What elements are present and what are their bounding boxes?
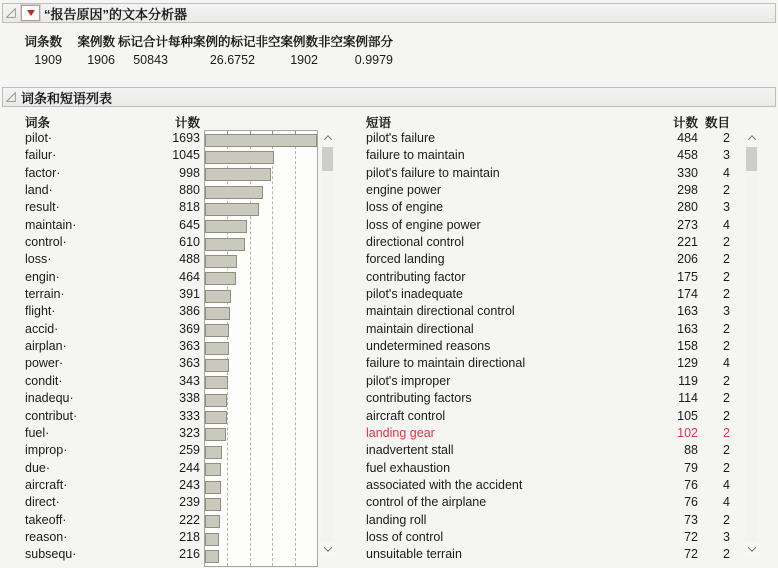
term-count: 998 [179,165,200,180]
phrase-text: loss of engine power [366,217,481,232]
phrase-num: 2 [723,235,730,250]
report-title: “报告原因”的文本分析器 [44,6,188,22]
phrase-row[interactable] [0,390,778,407]
phrase-row[interactable] [0,529,778,546]
phrase-count: 72 [684,529,698,544]
phrase-text: inadvertent stall [366,443,454,458]
phrase-num: 2 [723,252,730,267]
phrase-count: 163 [677,321,698,336]
term-text: flight· [25,304,56,319]
term-text: factor· [25,165,61,180]
phrase-row[interactable] [0,251,778,268]
phrase-count: 458 [677,148,698,163]
phrase-num: 3 [723,200,730,215]
phrase-text: associated with the accident [366,477,523,492]
phrase-num: 3 [723,148,730,163]
red-triangle-menu-button[interactable] [21,5,40,21]
scroll-up-button[interactable] [745,131,758,144]
phrase-row[interactable] [0,321,778,338]
chevron-down-icon [747,543,755,551]
phrase-row[interactable] [0,286,778,303]
phrase-text: pilot's failure to maintain [366,165,500,180]
scroll-down-button[interactable] [321,542,334,555]
phrase-num: 3 [723,529,730,544]
phrase-count: 175 [677,269,698,284]
term-text: power· [25,356,64,371]
term-text: accid· [25,321,59,336]
term-count: 1045 [172,148,200,163]
phrase-num: 4 [723,477,730,492]
phrase-row[interactable] [0,355,778,372]
stat-value: 50843 [133,53,168,67]
phrase-row[interactable] [0,182,778,199]
phrase-text: contributing factors [366,391,472,406]
term-count: 1693 [172,131,200,145]
phrase-count: 79 [684,460,698,475]
stat-label: 标记合计 [117,35,168,49]
phrase-num: 2 [723,131,730,145]
phrase-count: 88 [684,443,698,458]
summary-stat [62,34,115,68]
term-text: aircraft· [25,477,68,492]
red-triangle-icon [27,10,35,16]
stat-value: 1902 [290,53,318,67]
phrase-row[interactable] [0,408,778,425]
term-text: terrain· [25,287,65,302]
phrase-row[interactable] [0,130,778,147]
phrase-row[interactable] [0,546,778,563]
term-count: 323 [179,425,200,440]
term-text: loss· [25,252,52,267]
term-text: takeoff· [25,512,67,527]
summary-stats [0,34,393,68]
term-text: direct· [25,495,60,510]
term-count: 216 [179,547,200,562]
term-count: 244 [179,460,200,475]
term-text: condit· [25,373,63,388]
phrase-row[interactable] [0,147,778,164]
phrase-text: loss of engine [366,200,444,215]
term-count: 243 [179,477,200,492]
phrase-num: 4 [723,356,730,371]
summary-stat [318,34,393,68]
phrase-count: 221 [677,235,698,250]
term-text: land· [25,183,53,198]
phrase-text: aircraft control [366,408,446,423]
phrase-count: 280 [677,200,698,215]
phrase-count: 73 [684,512,698,527]
term-count: 218 [179,529,200,544]
phrase-row[interactable] [0,512,778,529]
phrase-row[interactable] [0,494,778,511]
stat-value: 26.6752 [209,53,255,67]
phrase-num: 2 [723,460,730,475]
terms-scrollbar[interactable] [321,131,334,555]
phrase-count: 76 [684,477,698,492]
term-count: 386 [179,304,200,319]
term-text: result· [25,200,60,215]
phrases-num-column-header: 数目 [704,116,730,130]
phrase-count: 129 [677,356,698,371]
term-count: 338 [179,391,200,406]
term-count: 333 [179,408,200,423]
phrase-text: failure to maintain [366,148,465,163]
phrase-text: landing gear [366,425,435,440]
phrase-text: unsuitable terrain [366,547,462,562]
phrases-column-header: 短语 [366,116,392,130]
phrases-count-column-header: 计数 [672,116,698,130]
stat-label: 每种案例的标记 [168,35,256,49]
phrase-num: 2 [723,391,730,406]
phrase-text: pilot's failure [366,131,436,145]
term-text: failur· [25,148,57,163]
list-section-header [2,87,776,107]
phrase-text: maintain directional [366,321,474,336]
term-count: 610 [179,235,200,250]
phrase-text: engine power [366,183,442,198]
term-text: pilot· [25,131,53,145]
phrase-count: 273 [677,217,698,232]
phrase-count: 102 [677,425,698,440]
scrollbar-thumb[interactable] [322,147,333,171]
phrase-count: 174 [677,287,698,302]
term-text: contribut· [25,408,78,423]
phrases-list [0,130,778,564]
phrase-row[interactable] [0,165,778,182]
disclosure-open-icon[interactable] [5,91,17,103]
phrase-text: pilot's improper [366,373,451,388]
term-count: 222 [179,512,200,527]
phrase-row[interactable] [0,373,778,390]
phrase-text: fuel exhaustion [366,460,451,475]
term-text: improp· [25,443,68,458]
phrase-num: 4 [723,495,730,510]
chevron-up-icon [323,135,331,143]
phrase-text: pilot's inadequate [366,287,463,302]
term-count: 369 [179,321,200,336]
phrase-row[interactable] [0,477,778,494]
phrase-count: 105 [677,408,698,423]
phrase-count: 158 [677,339,698,354]
phrase-num: 2 [723,408,730,423]
term-count: 343 [179,373,200,388]
phrase-count: 206 [677,252,698,267]
phrase-count: 484 [677,131,698,145]
phrases-scrollbar[interactable] [745,131,758,555]
phrase-text: failure to maintain directional [366,356,526,371]
stat-label: 非空案例数 [255,35,318,49]
phrase-count: 119 [678,373,698,388]
phrase-count: 298 [677,183,698,198]
stat-value: 1909 [34,53,62,67]
terms-count-column-header: 计数 [174,116,200,130]
phrase-num: 2 [723,512,730,527]
term-count: 259 [179,443,200,458]
phrase-row[interactable] [0,460,778,477]
scrollbar-thumb[interactable] [746,147,757,171]
chevron-up-icon [747,135,755,143]
phrase-count: 72 [684,547,698,562]
term-count: 239 [179,495,200,510]
term-text: reason· [25,529,68,544]
term-count: 363 [179,339,200,354]
phrase-text: maintain directional control [366,304,515,319]
phrase-num: 2 [723,373,730,388]
phrase-text: forced landing [366,252,445,267]
phrase-count: 76 [684,495,698,510]
term-count: 391 [179,287,200,302]
phrase-count: 163 [677,304,698,319]
term-count: 818 [179,200,200,215]
term-text: subsequ· [25,547,77,562]
phrase-num: 2 [723,183,730,198]
term-count: 363 [179,356,200,371]
phrase-row[interactable] [0,442,778,459]
phrase-num: 2 [723,339,730,354]
phrase-count: 114 [678,391,698,406]
scroll-up-button[interactable] [321,131,334,144]
phrase-row[interactable] [0,338,778,355]
list-section-title: 词条和短语列表 [21,90,113,106]
term-count: 464 [179,269,200,284]
phrase-text: undetermined reasons [366,339,491,354]
term-count: 645 [179,217,200,232]
phrase-num: 2 [723,321,730,336]
phrase-text: directional control [366,235,464,250]
stat-label: 非空案例部分 [318,35,394,49]
phrase-num: 4 [723,165,730,180]
phrase-count: 330 [677,165,698,180]
terms-column-header: 词条 [25,116,51,130]
phrase-num: 2 [723,269,730,284]
stat-label: 词条数 [24,35,62,49]
phrase-row[interactable] [0,217,778,234]
term-text: control· [25,235,67,250]
phrase-num: 2 [723,425,730,440]
phrase-num: 2 [723,443,730,458]
term-count: 488 [179,252,200,267]
term-text: due· [25,460,51,475]
stat-value: 1906 [87,53,115,67]
term-text: engin· [25,269,60,284]
phrase-num: 2 [723,547,730,562]
term-count: 880 [179,183,200,198]
summary-stat [0,34,62,68]
term-text: fuel· [25,425,50,440]
phrase-row[interactable] [0,303,778,320]
stat-value: 0.9979 [354,53,393,67]
disclosure-open-icon[interactable] [5,7,17,19]
phrase-num: 2 [723,287,730,302]
term-text: maintain· [25,217,77,232]
phrase-text: loss of control [366,529,444,544]
phrase-num: 4 [723,217,730,232]
summary-stat [255,34,318,68]
phrase-num: 3 [723,304,730,319]
phrase-row[interactable] [0,234,778,251]
term-text: inadequ· [25,391,74,406]
report-header [2,3,776,23]
chevron-down-icon [323,543,331,551]
term-text: airplan· [25,339,67,354]
phrase-row[interactable] [0,199,778,216]
phrase-row[interactable] [0,425,778,442]
phrase-text: landing roll [366,512,427,527]
phrase-text: control of the airplane [366,495,487,510]
phrase-row[interactable] [0,269,778,286]
scroll-down-button[interactable] [745,542,758,555]
summary-stat [168,34,255,68]
stat-label: 案例数 [77,35,115,49]
phrase-text: contributing factor [366,269,466,284]
summary-stat [115,34,168,68]
